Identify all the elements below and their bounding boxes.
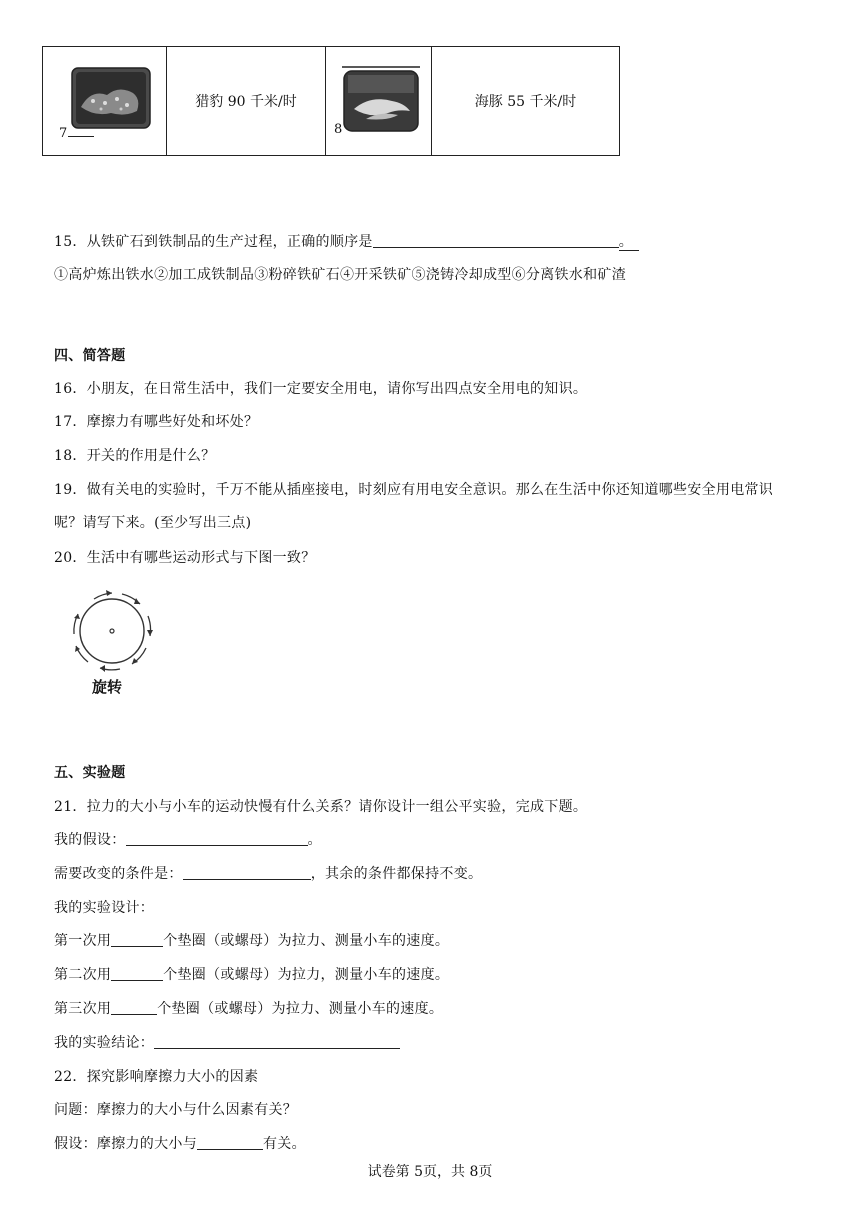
- question-15-options: ①高炉炼出铁水②加工成铁制品③粉碎铁矿石④开采铁矿⑤浇铸冷却成型⑥分离铁水和矿渣: [54, 267, 626, 283]
- item-number: 8: [334, 122, 343, 137]
- question-18: 18．开关的作用是什么？: [54, 448, 216, 464]
- question-19-line1: 19．做有关电的实验时，千万不能从插座接电，时刻应有用电安全意识。那么在生活中你还知道哪些安全用电常识: [54, 482, 774, 498]
- answer-blank[interactable]: [68, 136, 94, 137]
- figure-caption: 旋转: [92, 678, 123, 696]
- dolphin-image-cell: [326, 47, 432, 156]
- animal-speed-label: 猎豹 90 千米/时: [167, 47, 326, 156]
- trial-1: 第一次用 个垫圈（或螺母）为拉力、测量小车的速度。: [54, 933, 450, 949]
- question-15: 15．从铁矿石到铁制品的生产过程，正确的顺序是 。: [54, 231, 639, 251]
- conclusion-line: 我的实验结论：: [54, 1032, 400, 1052]
- rotation-diagram: [66, 588, 158, 672]
- answer-blank[interactable]: [154, 1034, 400, 1049]
- trial-2: 第二次用 个垫圈（或螺母）为拉力，测量小车的速度。: [54, 967, 450, 983]
- question-22-problem: 问题：摩擦力的大小与什么因素有关？: [54, 1102, 298, 1118]
- answer-blank[interactable]: [183, 865, 311, 880]
- question-22-hypothesis: 假设：摩擦力的大小与 有关。: [54, 1136, 306, 1152]
- section-heading: 四、简答题: [54, 348, 126, 364]
- page-footer: 试卷第 5页，共 8页: [367, 1164, 493, 1180]
- question-17: 17．摩擦力有哪些好处和坏处？: [54, 414, 259, 430]
- design-label: 我的实验设计：: [54, 900, 155, 916]
- answer-blank[interactable]: [373, 233, 619, 248]
- question-20: 20．生活中有哪些运动形式与下图一致？: [54, 550, 316, 566]
- question-22: 22．探究影响摩擦力大小的因素: [54, 1069, 259, 1085]
- item-number: 7: [59, 126, 68, 141]
- animal-speed-label: 海豚 55 千米/时: [432, 47, 620, 156]
- variable-line: 需要改变的条件是： ，其余的条件都保持不变。: [54, 866, 483, 882]
- cheetah-photo: [71, 67, 151, 129]
- animal-speed-table: [42, 46, 620, 156]
- dolphin-photo: [340, 65, 422, 135]
- question-21: 21．拉力的大小与小车的运动快慢有什么关系？请你设计一组公平实验，完成下题。: [54, 799, 588, 815]
- answer-blank[interactable]: [111, 1000, 157, 1015]
- trial-3: 第三次用 个垫圈（或螺母）为拉力、测量小车的速度。: [54, 1001, 444, 1017]
- answer-blank[interactable]: [111, 932, 163, 947]
- section-heading: 五、实验题: [54, 765, 126, 781]
- answer-blank[interactable]: [126, 831, 308, 846]
- question-16: 16．小朋友，在日常生活中，我们一定要安全用电，请你写出四点安全用电的知识。: [54, 381, 588, 397]
- answer-blank[interactable]: [111, 966, 163, 981]
- hypothesis-line: 我的假设： 。: [54, 832, 322, 848]
- question-19-line2: 呢？请写下来。(至少写出三点): [54, 515, 252, 531]
- answer-blank[interactable]: [197, 1135, 263, 1150]
- cheetah-image-cell: [43, 47, 167, 156]
- table-row: [43, 47, 620, 156]
